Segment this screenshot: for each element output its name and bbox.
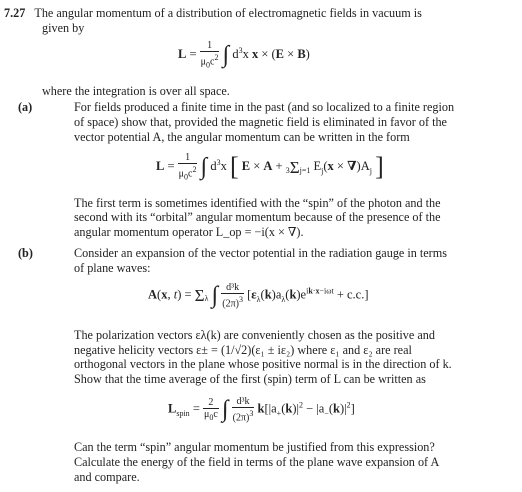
- equation-spin: $L_{spin}$ = $\frac{2}{\mu_0c}$ ∫ $\frac{\text{d³k}}{(2\pi)^3}$ $k[|a_+(k)|^2 - |a_-(k)|^2]$: [168, 396, 355, 424]
- after-eq1: where the integration is over all space.: [42, 84, 230, 98]
- integral-sign: ∫: [222, 42, 230, 69]
- equation-a: L = $\frac{1}{\mu_0c^2}$ ∫ $d^3x$ [ E × A + 3Σj=1 $E_j(x \times \nabla)A_j$ ]: [156, 152, 384, 182]
- part-b-after-3: orthogonal vectors in the plane whose positive normal is in the direction of k.: [74, 357, 452, 371]
- intro-line-2: given by: [42, 21, 85, 35]
- problem-number: 7.27: [4, 6, 26, 20]
- part-a-after-1: The first term is sometimes identified with the “spin” of the photon and the: [74, 196, 441, 210]
- part-a-label: (a): [18, 100, 33, 114]
- part-b-line-2: of plane waves:: [74, 261, 151, 275]
- eq1-lhs: L: [178, 47, 187, 62]
- equation-1: L = $\frac{1}{\mu_0c^2}$ ∫ $d^3x$ x × (E × B): [178, 40, 310, 70]
- part-b-after-1: The polarization vectors ελ(k) are conveniently chosen as the positive and: [74, 328, 435, 342]
- eq1-fraction: $\frac{1}{\mu_0c^2}$: [200, 40, 219, 70]
- part-b-label: (b): [18, 246, 33, 260]
- part-b-after-2: negative helicity vectors ε± = (1/√2)(ε₁ ± iε₂) where ε₁ and ε₂ are real: [74, 343, 412, 357]
- final-line-2: Calculate the energy of the field in terms of the plane wave expansion of A: [74, 455, 440, 469]
- problem-header: [4, 6, 422, 20]
- part-b-after-4: Show that the time average of the first (spin) term of L can be written as: [74, 372, 426, 386]
- final-line-1: Can the term “spin” angular momentum be justified from this expression?: [74, 440, 435, 454]
- intro-line-1: The angular momentum of a distribution of electromagnetic fields in vacuum is: [34, 6, 422, 20]
- final-line-3: and compare.: [74, 470, 140, 484]
- equation-b: A(x, t) = Σλ ∫ $\frac{\text{d³k}}{(2\pi)^3}$ $[\varepsilon_\lambda(k)a_\lambda(k)e^{ik\cdot x-i\omega t} + c.c.]$: [148, 282, 369, 310]
- part-a-line-2: of space) show that, provided the magnetic field is eliminated in favor of the: [74, 115, 447, 129]
- part-a-after-3: angular momentum operator L_op = −i(x × ∇).: [74, 225, 304, 239]
- part-a-line-1: For fields produced a finite time in the past (and so localized to a finite region: [74, 100, 455, 114]
- part-b-line-1: Consider an expansion of the vector potential in the radiation gauge in terms: [74, 246, 447, 260]
- part-a-line-3: vector potential A, the angular momentum can be written in the form: [74, 130, 410, 144]
- part-a-after-2: second with its “orbital” angular momentum because of the presence of the: [74, 210, 441, 224]
